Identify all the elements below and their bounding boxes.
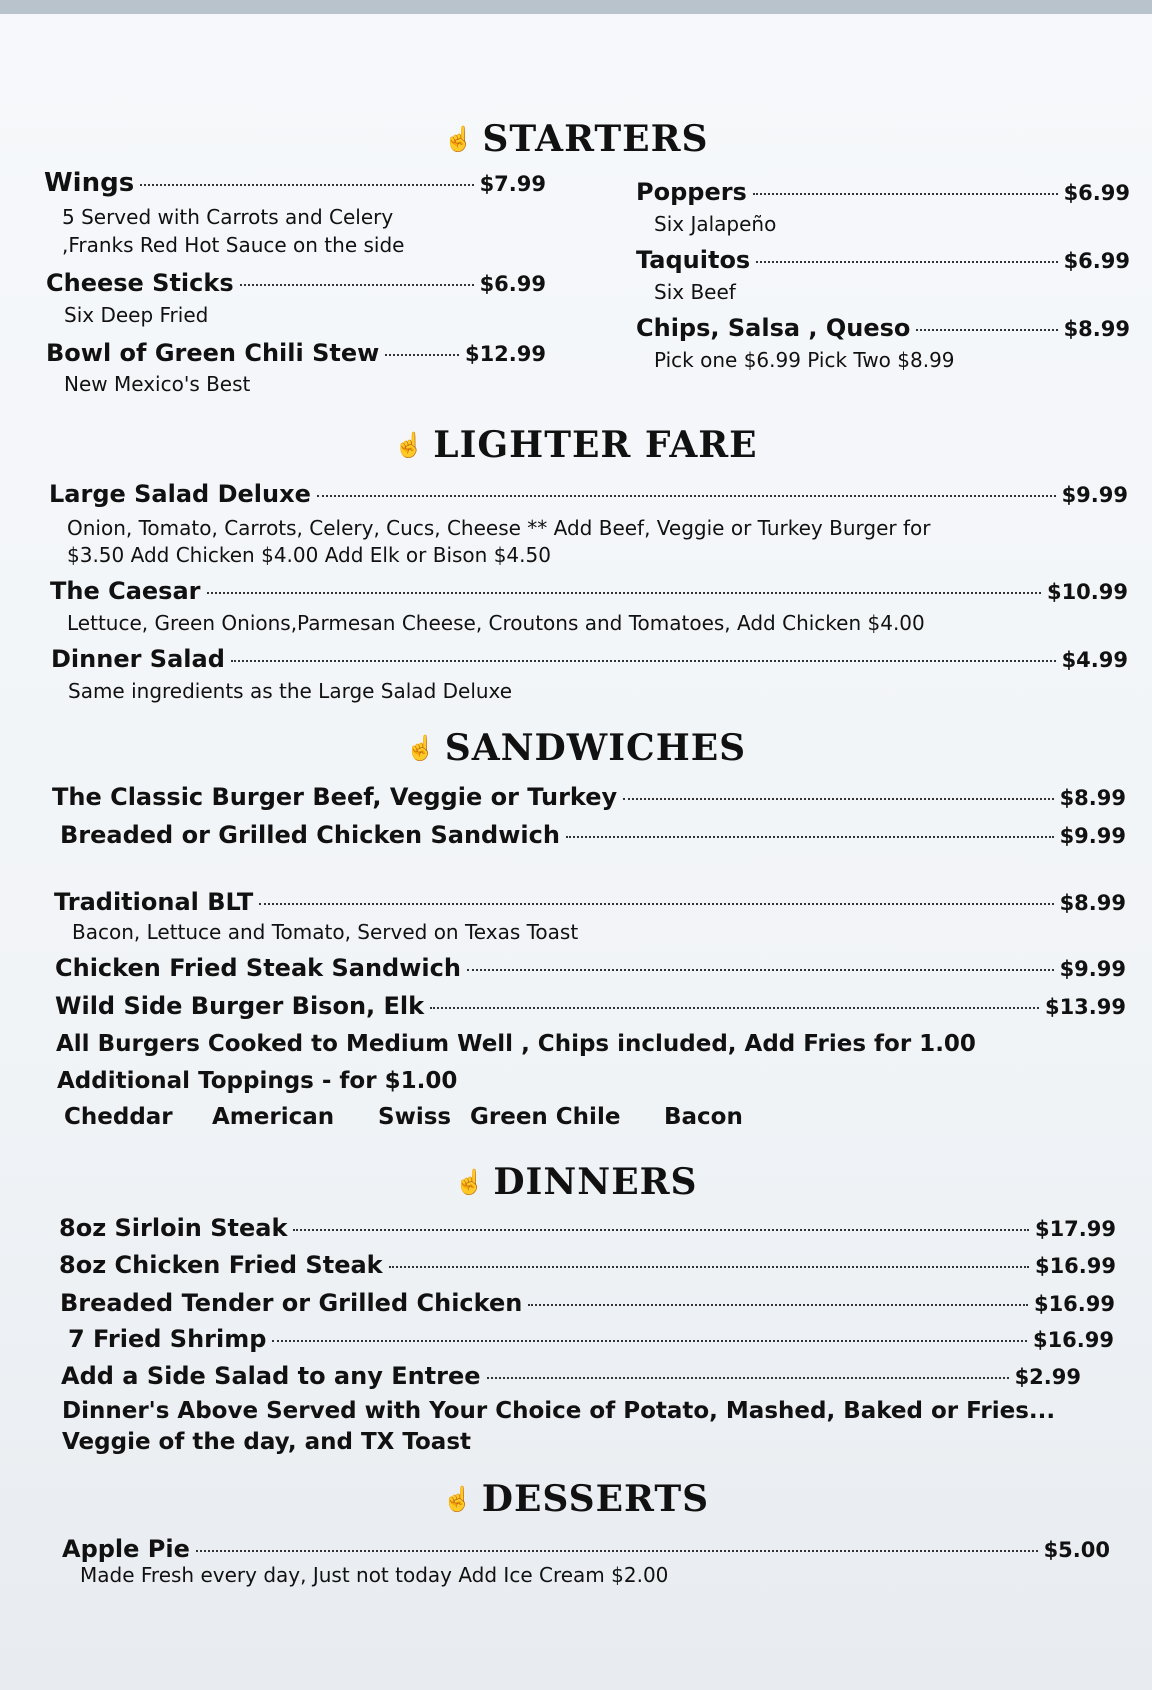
menu-item-wings: Wings $7.99 [44, 168, 546, 198]
item-description: ,Franks Red Hot Sauce on the side [62, 233, 405, 257]
section-title-sandwiches: ☝ SANDWICHES [405, 727, 747, 769]
menu-item-chicken-fried-steak-sandwich: Chicken Fried Steak Sandwich $9.99 [55, 954, 1126, 982]
item-description: New Mexico's Best [64, 372, 251, 396]
item-description: Pick one $6.99 Pick Two $8.99 [654, 348, 955, 372]
topping-item: Cheddar [64, 1104, 173, 1130]
pointing-hand-icon: ☝ [442, 1484, 474, 1513]
pointing-hand-icon: ☝ [394, 430, 426, 459]
burger-note: All Burgers Cooked to Medium Well , Chips included, Add Fries for 1.00 [56, 1031, 976, 1057]
topping-item: Swiss [378, 1104, 452, 1130]
menu-item-large-salad-deluxe: Large Salad Deluxe $9.99 [49, 480, 1128, 508]
menu-item-chicken-sandwich: Breaded or Grilled Chicken Sandwich $9.99 [60, 821, 1126, 849]
item-description: Bacon, Lettuce and Tomato, Served on Texas Toast [72, 920, 579, 944]
menu-item-breaded-tender-chicken: Breaded Tender or Grilled Chicken $16.99 [60, 1289, 1115, 1317]
dinner-note: Dinner's Above Served with Your Choice of Potato, Mashed, Baked or Fries... [62, 1398, 1056, 1424]
menu-item-cheese-sticks: Cheese Sticks $6.99 [46, 269, 546, 297]
menu-item-green-chili-stew: Bowl of Green Chili Stew $12.99 [46, 339, 546, 367]
item-description: 5 Served with Carrots and Celery [62, 205, 394, 229]
menu-item-chicken-fried-steak: 8oz Chicken Fried Steak $16.99 [59, 1251, 1116, 1279]
item-description: Six Jalapeño [654, 212, 777, 236]
section-title-dinners: ☝ DINNERS [454, 1161, 698, 1203]
top-border [0, 0, 1152, 14]
menu-item-side-salad: Add a Side Salad to any Entree $2.99 [61, 1362, 1081, 1390]
topping-item: Bacon [664, 1104, 743, 1130]
item-description: Onion, Tomato, Carrots, Celery, Cucs, Cheese ** Add Beef, Veggie or Turkey Burger for [67, 516, 931, 540]
menu-item-chips-salsa-queso: Chips, Salsa , Queso $8.99 [636, 314, 1130, 342]
menu-item-the-caesar: The Caesar $10.99 [50, 577, 1128, 605]
topping-item: American [212, 1104, 335, 1130]
menu-item-classic-burger: The Classic Burger Beef, Veggie or Turkey $8.99 [52, 783, 1126, 811]
item-description: Made Fresh every day, Just not today Add Ice Cream $2.00 [80, 1563, 669, 1587]
item-description: Six Beef [654, 280, 736, 304]
section-title-lighter-fare: ☝ LIGHTER FARE [394, 424, 758, 466]
menu-item-sirloin-steak: 8oz Sirloin Steak $17.99 [59, 1214, 1116, 1242]
item-description: Same ingredients as the Large Salad Deluxe [68, 679, 513, 703]
menu-item-wild-side-burger: Wild Side Burger Bison, Elk $13.99 [55, 992, 1126, 1020]
menu-item-traditional-blt: Traditional BLT $8.99 [54, 888, 1126, 916]
toppings-note: Additional Toppings - for $1.00 [57, 1068, 458, 1094]
menu-item-fried-shrimp: 7 Fried Shrimp $16.99 [68, 1325, 1114, 1353]
toppings-list [64, 1104, 743, 1130]
pointing-hand-icon: ☝ [405, 733, 437, 762]
item-description: $3.50 Add Chicken $4.00 Add Elk or Bison $4.50 [67, 543, 551, 567]
menu-item-taquitos: Taquitos $6.99 [636, 246, 1130, 274]
section-title-starters: ☝ STARTERS [443, 118, 709, 160]
menu-item-poppers: Poppers $6.99 [636, 178, 1130, 206]
menu-item-apple-pie: Apple Pie $5.00 [62, 1535, 1110, 1563]
item-description: Lettuce, Green Onions,Parmesan Cheese, Croutons and Tomatoes, Add Chicken $4.00 [67, 611, 925, 635]
menu-item-dinner-salad: Dinner Salad $4.99 [51, 645, 1128, 673]
topping-item: Green Chile [470, 1104, 621, 1130]
pointing-hand-icon: ☝ [454, 1167, 486, 1196]
section-title-desserts: ☝ DESSERTS [442, 1478, 710, 1520]
item-description: Six Deep Fried [64, 303, 209, 327]
pointing-hand-icon: ☝ [443, 124, 475, 153]
dinner-note: Veggie of the day, and TX Toast [62, 1429, 472, 1455]
